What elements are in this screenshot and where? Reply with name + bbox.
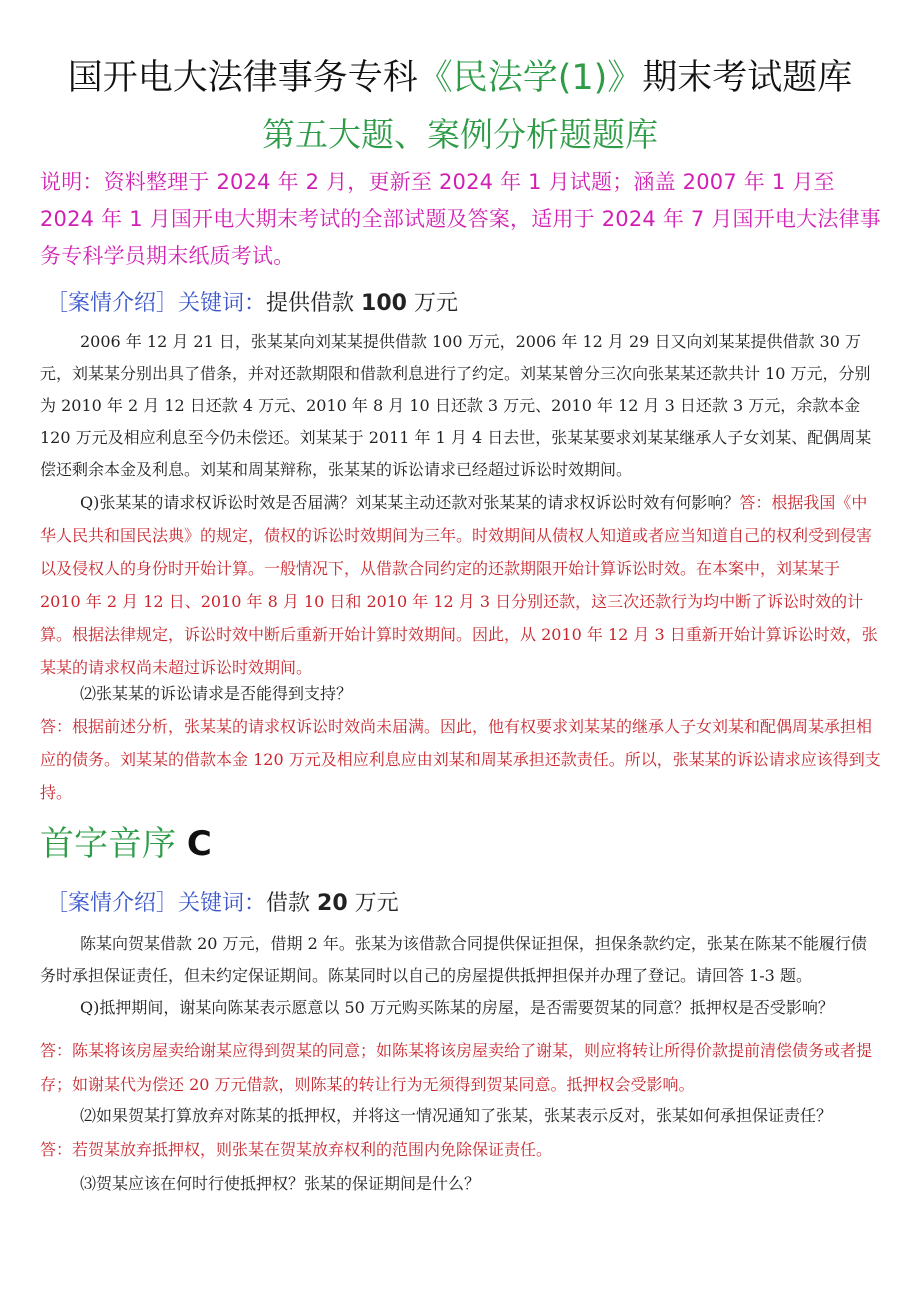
case1-answer-1: 答：根据我国《中华人民共和国民法典》的规定，债权的诉讼时效期间为三年。时效期间从债权人知道或者应当知道自己的权利受到侵害以及侵权人的身份时开始计算。一般情况下，从借款合同约定的还款期限开始计算诉讼时效。在本案中，刘某某于 2010 年 2 月 12 日、2010 年 8 月 10 日和 2010 年 12 月 3 日分别还款，这三次还款行为均中断了诉讼时效的计算。根据法律规定，诉讼时效中断后重新开始计算时效期间。因此，从 2010 年 12 月 3 日重新开始计算诉讼时效，张某某的请求权尚未超过诉讼时效期间。 xyxy=(40,493,878,677)
case2-keyword-b: 万元 xyxy=(347,891,399,916)
case2-question-2: ⑵如果贺某打算放弃对陈某的抵押权，并将这一情况通知了张某，张某表示反对，张某如何承担保证责任？ xyxy=(80,1106,833,1125)
case2-keyword-a: 借款 xyxy=(266,891,318,916)
title-course: 《民法学(1)》 xyxy=(417,58,643,98)
title-part1: 国开电大法律事务专科 xyxy=(67,58,418,98)
case1-facts: 2006 年 12 月 21 日，张某某向刘某某提供借款 100 万元，2006 年 12 月 29 日又向刘某某提供借款 30 万元，刘某某分别出具了借条，并对还款期限和借款利息进行了约定。刘某某曾分三次向张某某还款共计 10 万元，分别为 2010 年 2 月 12 日还款 4 万元、2010 年 8 月 10 日还款 3 万元、2010 年 12 月 3 日还款 3 万元，余款本金 120 万元及相应利息至今仍未偿还。刘某某于 2011 年 1 月 4 日去世，张某某要求刘某某继承人子女刘某、配偶周某偿还剩余本金及利息。刘某和周某辩称，张某某的诉讼请求已经超过诉讼时效期间。 xyxy=(40,332,872,479)
page-title xyxy=(0,56,920,100)
case2-label: ［案情介绍］关键词： xyxy=(46,891,267,916)
case1-question-2: ⑵张某某的诉讼请求是否能得到支持？ xyxy=(80,684,353,703)
case1-q1-block xyxy=(40,486,882,684)
title-part3: 期末考试题库 xyxy=(642,58,853,98)
case1-question-1: Q)张某某的请求权诉讼时效是否届满？刘某某主动还款对张某某的请求权诉讼时效有何影响？ xyxy=(80,493,740,512)
section-heading-text: 首字音序 xyxy=(40,824,187,864)
case1-label: ［案情介绍］关键词： xyxy=(46,291,267,316)
case1-keyword-num: 100 xyxy=(361,291,407,316)
case2-facts: 陈某向贺某借款 20 万元，借期 2 年。张某为该借款合同提供保证担保，担保条款约定，张某在陈某不能履行债务时承担保证责任，但未约定保证期间。陈某同时以自己的房屋提供抵押担保并办理了登记。请回答 1-3 题。 xyxy=(40,934,867,985)
section-letter: C xyxy=(186,824,212,864)
case2-answer-2: 答：若贺某放弃抵押权，则张某在贺某放弃权利的范围内免除保证责任。 xyxy=(40,1140,553,1159)
case1-keyword-a: 提供借款 xyxy=(266,291,362,316)
case1-keyword-line xyxy=(46,288,458,320)
case2-question-1: Q)抵押期间，谢某向陈某表示愿意以 50 万元购买陈某的房屋，是否需要贺某的同意？抵押权是否受影响？ xyxy=(80,998,834,1017)
section-heading xyxy=(40,822,212,866)
case1-keyword-b: 万元 xyxy=(406,291,458,316)
case2-answer-1: 答：陈某将该房屋卖给谢某应得到贺某的同意；如陈某将该房屋卖给了谢某，则应将转让所得价款提前清偿债务或者提存；如谢某代为偿还 20 万元借款，则陈某的转让行为无须得到贺某同意。抵押权会受影响。 xyxy=(40,1041,873,1094)
case2-question-3: ⑶贺某应该在何时行使抵押权？张某的保证期间是什么？ xyxy=(80,1174,481,1193)
page-subtitle: 第五大题、案例分析题题库 xyxy=(262,115,658,154)
case1-answer-2: 答：根据前述分析，张某某的请求权诉讼时效尚未届满。因此，他有权要求刘某某的继承人子女刘某和配偶周某承担相应的债务。刘某某的借款本金 120 万元及相应利息应由刘某和周某承担还款责任。所以，张某某的诉讼请求应该得到支持。 xyxy=(40,717,881,802)
case2-keyword-line xyxy=(46,888,399,920)
case2-keyword-num: 20 xyxy=(317,891,348,916)
intro-note: 说明：资料整理于 2024 年 2 月，更新至 2024 年 1 月试题；涵盖 2007 年 1 月至 2024 年 1 月国开电大期末考试的全部试题及答案，适用于 2024 年 7 月国开电大法律事务专科学员期末纸质考试。 xyxy=(40,170,881,268)
